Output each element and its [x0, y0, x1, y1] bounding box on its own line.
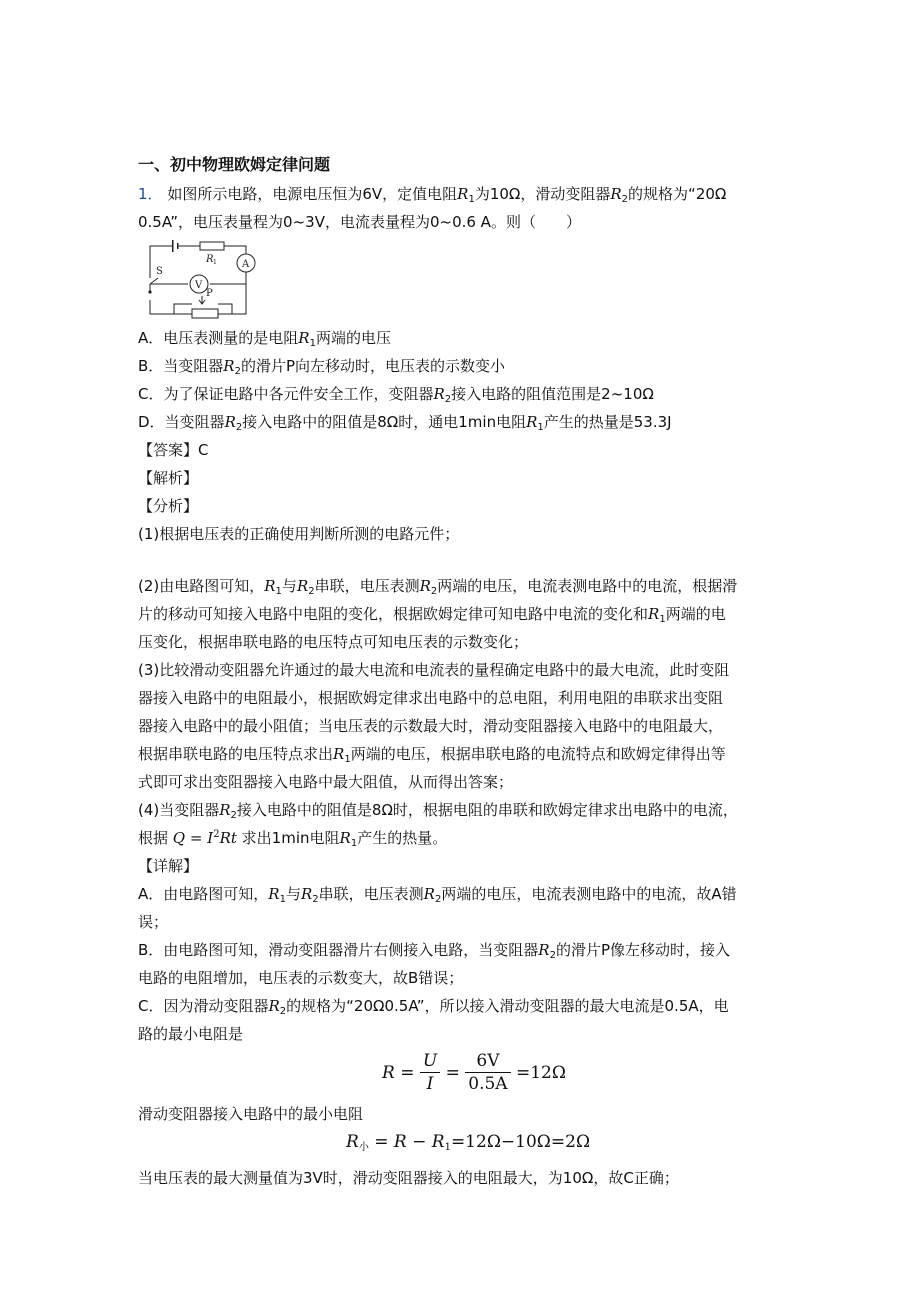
fenxi-header: 【分析】: [138, 497, 199, 515]
circuit-diagram: [138, 238, 788, 320]
xiangjie-b-line-2: 电路的电阻增加，电压表的示数变大，故B错误；: [138, 969, 464, 987]
question-number: 1．: [138, 185, 163, 203]
document-page: [138, 150, 788, 1192]
fenxi-p2-line-1: (2)由电路图可知，$R_1$与$R_2$串联，电压表测$R_2$两端的电压，电流表测电路中的电流，根据滑: [138, 577, 738, 597]
fenxi-p3-line-5: 式即可求出变阻器接入电路中最大阻值，从而得出答案；: [138, 773, 514, 791]
fraction-u-over-i: $\frac{U}{I}$: [420, 1050, 440, 1095]
switch-pivot: [148, 290, 151, 293]
option-b: B．当变阻器$R_2$的滑片P向左移动时，电压表的示数变小: [138, 357, 506, 377]
formula-row: R = $\frac{U}{I}$ = $\frac{6V}{0.5A}$ =12Ω: [382, 1051, 566, 1094]
xiangjie-a-line-1: A．由电路图可知，$R_1$与$R_2$串联，电压表测$R_2$两端的电压，电流表测电路中的电流，故A错: [138, 885, 737, 905]
analysis-header: 【解析】: [138, 469, 199, 487]
answer-label: 【答案】C: [138, 441, 209, 459]
label-switch-s: S: [156, 266, 163, 277]
fenxi-p3-line-2: 器接入电路中的电阻最小，根据欧姆定律求出电路中的总电阻，利用电阻的串联求出变阻: [138, 689, 724, 707]
option-c: C．为了保证电路中各元件安全工作，变阻器$R_2$接入电路的阻值范围是2~10Ω: [138, 385, 654, 405]
formula-min-total-resistance: [138, 1048, 788, 1100]
xiangjie-c-line-4: 当电压表的最大测量值为3V时，滑动变阻器接入的电阻最大，为10Ω，故C正确；: [138, 1169, 679, 1187]
xiangjie-header: 【详解】: [138, 857, 199, 875]
fenxi-p1: (1)根据电压表的正确使用判断所测的电路元件；: [138, 525, 460, 543]
xiangjie-c-line-3: 滑动变阻器接入电路中的最小电阻: [138, 1105, 364, 1123]
label-r1-sub: 1: [213, 259, 217, 266]
resistor-r2: [192, 309, 218, 318]
xiangjie-a-line-2: 误；: [138, 913, 169, 931]
label-slider-p: P: [206, 288, 213, 299]
option-d: D．当变阻器$R_2$接入电路中的阻值是8Ω时，通电1min电阻$R_1$产生的热量是53.3J: [138, 413, 672, 433]
formula-row-2: $R_小 = R - R_1=12\Omega-10\Omega=2\Omega$: [346, 1132, 591, 1153]
label-voltmeter-v: V: [195, 280, 203, 291]
resistor-r1: [200, 242, 224, 250]
section-title: 一、初中物理欧姆定律问题: [138, 155, 331, 174]
battery-plate-long: [172, 240, 174, 252]
battery-plate-short: [177, 243, 179, 249]
option-a: A．电压表测量的是电阻$R_1$两端的电压: [138, 329, 391, 349]
fenxi-p3-line-3: 器接入电路中的最小阻值；当电压表的示数最大时，滑动变阻器接入电路中的电阻最大，: [138, 717, 724, 735]
xiangjie-c-line-2: 路的最小电阻是: [138, 1025, 244, 1043]
fraction-values: $\frac{6V}{0.5A}$: [465, 1050, 510, 1095]
circuit-diagram-svg: [138, 238, 268, 320]
fenxi-p4-line-1: (4)当变阻器$R_2$接入电路中的阻值是8Ω时，根据电阻的串联和欧姆定律求出电路中的电流，: [138, 801, 738, 821]
xiangjie-c-line-1: C．因为滑动变阻器$R_2$的规格为“20Ω0.5A”，所以接入滑动变阻器的最大电流是0.5A，电: [138, 997, 729, 1017]
question-stem-text: 如图所示电路，电源电压恒为6V，定值电阻: [167, 185, 458, 203]
label-r1: R: [206, 254, 214, 265]
fenxi-p4-line-2: 根据 $Q = I^2Rt$ 求出1min电阻$R_1$产生的热量。: [138, 829, 448, 849]
heat-formula: $Q = I^2Rt$: [172, 829, 237, 847]
question-stem-line-1: 1． 如图所示电路，电源电压恒为6V，定值电阻$R_1$为10Ω，滑动变阻器$R_2$的规格为“20Ω: [138, 185, 727, 205]
formula-min-rheostat-resistance: [138, 1128, 788, 1164]
question-stem-line-2: 0.5A”，电压表量程为0~3V，电流表量程为0~0.6 A。则（ ）: [138, 213, 581, 231]
spacer: [138, 548, 788, 572]
fenxi-p2-line-3: 压变化，根据串联电路的电压特点可知电压表的示数变化；: [138, 633, 529, 651]
xiangjie-b-line-1: B．由电路图可知，滑动变阻器滑片右侧接入电路，当变阻器$R_2$的滑片P像左移动时，接入: [138, 941, 731, 961]
fenxi-p3-line-4: 根据串联电路的电压特点求出$R_1$两端的电压，根据串联电路的电流特点和欧姆定律得出等: [138, 745, 726, 765]
fenxi-p2-line-2: 片的移动可知接入电路中电阻的变化，根据欧姆定律可知电路中电流的变化和$R_1$两端的电: [138, 605, 726, 625]
label-ammeter-a: A: [242, 259, 250, 270]
fenxi-p3-line-1: (3)比较滑动变阻器允许通过的最大电流和电流表的量程确定电路中的最大电流，此时变阻: [138, 661, 730, 679]
